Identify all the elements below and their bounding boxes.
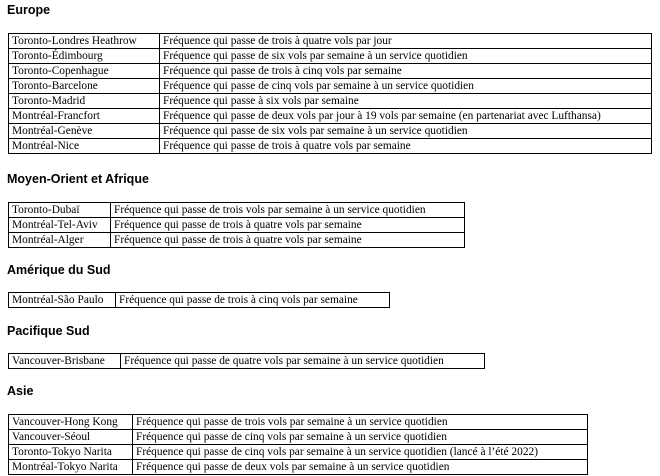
table-europe bbox=[8, 33, 652, 154]
table-row bbox=[9, 124, 652, 139]
table-row bbox=[9, 64, 652, 79]
route-cell: Montréal-Tokyo Narita bbox=[9, 460, 133, 475]
frequency-cell: Fréquence qui passe de six vols par semaine à un service quotidien bbox=[160, 49, 652, 64]
heading-south-america: Amérique du Sud bbox=[7, 263, 111, 277]
frequency-cell: Fréquence qui passe de trois à cinq vols par semaine bbox=[116, 293, 390, 308]
heading-middle-east-africa: Moyen-Orient et Afrique bbox=[7, 172, 149, 186]
route-cell: Toronto-Londres Heathrow bbox=[9, 34, 160, 49]
route-cell: Montréal-Genève bbox=[9, 124, 160, 139]
route-cell: Vancouver-Hong Kong bbox=[9, 415, 133, 430]
table-row bbox=[9, 430, 588, 445]
table-row bbox=[9, 460, 588, 475]
table-row bbox=[9, 139, 652, 154]
route-cell: Toronto-Dubaï bbox=[9, 203, 111, 218]
frequency-cell: Fréquence qui passe de cinq vols par semaine à un service quotidien bbox=[160, 79, 652, 94]
frequency-cell: Fréquence qui passe de trois vols par semaine à un service quotidien bbox=[111, 203, 465, 218]
route-cell: Toronto-Copenhague bbox=[9, 64, 160, 79]
heading-europe: Europe bbox=[7, 3, 51, 17]
table-row bbox=[9, 109, 652, 124]
table-row bbox=[9, 49, 652, 64]
route-cell: Toronto-Barcelone bbox=[9, 79, 160, 94]
frequency-cell: Fréquence qui passe de trois à quatre vols par semaine bbox=[160, 139, 652, 154]
frequency-cell: Fréquence qui passe de trois à cinq vols par semaine bbox=[160, 64, 652, 79]
table-row bbox=[9, 445, 588, 460]
frequency-cell: Fréquence qui passe de trois à quatre vols par semaine bbox=[111, 218, 465, 233]
table-row bbox=[9, 203, 465, 218]
table-row bbox=[9, 79, 652, 94]
route-cell: Montréal-São Paulo bbox=[9, 293, 116, 308]
heading-south-pacific: Pacifique Sud bbox=[7, 324, 90, 338]
heading-asia: Asie bbox=[7, 384, 34, 398]
frequency-cell: Fréquence qui passe de cinq vols par semaine à un service quotidien bbox=[133, 430, 588, 445]
frequency-cell: Fréquence qui passe de cinq vols par semaine à un service quotidien (lancé à l’été 2022) bbox=[133, 445, 588, 460]
table-asia bbox=[8, 414, 588, 475]
route-cell: Montréal-Tel-Aviv bbox=[9, 218, 111, 233]
table-middle-east-africa bbox=[8, 202, 465, 248]
frequency-cell: Fréquence qui passe de deux vols par semaine à un service quotidien bbox=[133, 460, 588, 475]
frequency-cell: Fréquence qui passe de six vols par semaine à un service quotidien bbox=[160, 124, 652, 139]
route-cell: Vancouver-Séoul bbox=[9, 430, 133, 445]
table-row bbox=[9, 415, 588, 430]
route-cell: Toronto-Madrid bbox=[9, 94, 160, 109]
frequency-cell: Fréquence qui passe de quatre vols par semaine à un service quotidien bbox=[121, 354, 485, 369]
frequency-cell: Fréquence qui passe à six vols par semaine bbox=[160, 94, 652, 109]
table-south-america bbox=[8, 292, 390, 308]
table-row bbox=[9, 354, 485, 369]
route-cell: Toronto-Tokyo Narita bbox=[9, 445, 133, 460]
frequency-cell: Fréquence qui passe de trois vols par semaine à un service quotidien bbox=[133, 415, 588, 430]
table-row bbox=[9, 293, 390, 308]
table-south-pacific bbox=[8, 353, 485, 369]
route-cell: Montréal-Alger bbox=[9, 233, 111, 248]
frequency-cell: Fréquence qui passe de trois à quatre vols par semaine bbox=[111, 233, 465, 248]
route-cell: Montréal-Francfort bbox=[9, 109, 160, 124]
route-cell: Vancouver-Brisbane bbox=[9, 354, 121, 369]
table-row bbox=[9, 34, 652, 49]
route-cell: Toronto-Édimbourg bbox=[9, 49, 160, 64]
frequency-cell: Fréquence qui passe de deux vols par jour à 19 vols par semaine (en partenariat avec Lufthansa) bbox=[160, 109, 652, 124]
table-row bbox=[9, 233, 465, 248]
table-row bbox=[9, 218, 465, 233]
route-cell: Montréal-Nice bbox=[9, 139, 160, 154]
frequency-cell: Fréquence qui passe de trois à quatre vols par jour bbox=[160, 34, 652, 49]
table-row bbox=[9, 94, 652, 109]
